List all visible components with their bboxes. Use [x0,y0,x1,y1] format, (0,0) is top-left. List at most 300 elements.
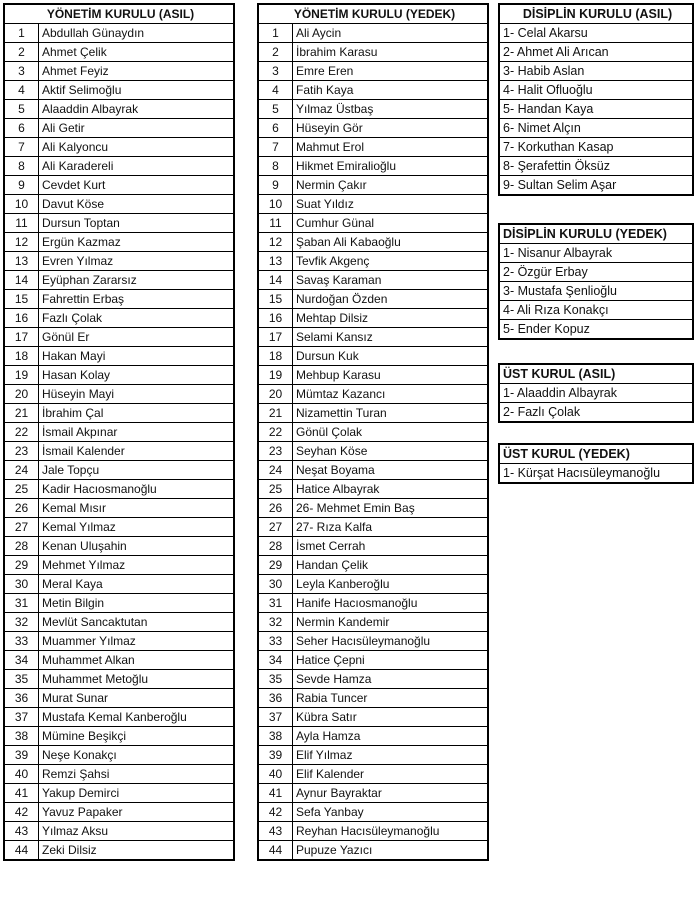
row-number: 35 [258,670,293,689]
table-row [4,309,234,328]
member-name: Hakan Mayi [39,347,235,366]
row-number: 6 [4,119,39,138]
row-number: 5 [258,100,293,119]
member-name: Mehtap Dilsiz [293,309,489,328]
row-number: 14 [4,271,39,290]
table-row [258,290,488,309]
member-name: Muhammet Alkan [39,651,235,670]
row-number: 43 [4,822,39,841]
member-name: Ahmet Feyiz [39,62,235,81]
table-row [4,62,234,81]
row-number: 36 [4,689,39,708]
row-number: 41 [4,784,39,803]
table-row [499,244,693,263]
table-header-row [499,4,693,24]
member-name: 8- Şerafettin Öksüz [499,157,693,176]
member-name: 1- Nisanur Albayrak [499,244,693,263]
row-number: 6 [258,119,293,138]
member-name: Hanife Hacıosmanoğlu [293,594,489,613]
table-row [258,309,488,328]
table-row [258,119,488,138]
table-row [4,708,234,727]
member-name: 5- Handan Kaya [499,100,693,119]
row-number: 42 [4,803,39,822]
table-row [258,480,488,499]
row-number: 18 [4,347,39,366]
member-name: Hasan Kolay [39,366,235,385]
table-row [258,784,488,803]
row-number: 33 [258,632,293,651]
table-row [258,328,488,347]
member-name: 2- Özgür Erbay [499,263,693,282]
table-row [258,632,488,651]
member-name: Eyüphan Zararsız [39,271,235,290]
table-row [4,214,234,233]
table-row [4,366,234,385]
table-row [258,252,488,271]
member-name: Pupuze Yazıcı [293,841,489,861]
member-name: Cumhur Günal [293,214,489,233]
table-row [4,841,234,861]
row-number: 20 [258,385,293,404]
row-number: 2 [258,43,293,62]
table-row [258,613,488,632]
member-name: Ahmet Çelik [39,43,235,62]
row-number: 29 [258,556,293,575]
table-header-row [4,4,234,24]
yonetim-asil-table [3,3,235,861]
member-name: 2- Ahmet Ali Arıcan [499,43,693,62]
row-number: 11 [4,214,39,233]
table-row [258,385,488,404]
table-row [258,81,488,100]
member-name: Kadir Hacıosmanoğlu [39,480,235,499]
row-number: 33 [4,632,39,651]
row-number: 30 [258,575,293,594]
table-row [258,822,488,841]
member-name: Mehbup Karasu [293,366,489,385]
row-number: 20 [4,385,39,404]
member-name: Kemal Mısır [39,499,235,518]
member-name: Nermin Kandemir [293,613,489,632]
table-row [258,404,488,423]
member-name: Kenan Uluşahin [39,537,235,556]
table-row [258,651,488,670]
row-number: 38 [4,727,39,746]
table-row [258,841,488,861]
table-row [258,366,488,385]
table-row [4,765,234,784]
member-name: Jale Topçu [39,461,235,480]
table-row [258,233,488,252]
member-name: Yılmaz Üstbaş [293,100,489,119]
table-row [258,461,488,480]
table-row [258,499,488,518]
row-number: 22 [4,423,39,442]
member-name: Sefa Yanbay [293,803,489,822]
row-number: 3 [258,62,293,81]
member-name: Ali Getir [39,119,235,138]
member-name: Emre Eren [293,62,489,81]
table-row [4,138,234,157]
table-row [258,62,488,81]
row-number: 36 [258,689,293,708]
row-number: 13 [258,252,293,271]
row-number: 40 [258,765,293,784]
table-row [258,594,488,613]
member-name: Handan Çelik [293,556,489,575]
member-name: Evren Yılmaz [39,252,235,271]
table-row [499,282,693,301]
row-number: 32 [4,613,39,632]
member-name: Hüseyin Mayi [39,385,235,404]
table-header-row [499,444,693,464]
member-name: Ali Karadereli [39,157,235,176]
table-row [4,195,234,214]
table-row [258,423,488,442]
table-row [258,24,488,43]
ust-kurul-yedek-title: ÜST KURUL (YEDEK) [499,444,693,464]
member-name: Meral Kaya [39,575,235,594]
table-header-row [499,224,693,244]
member-name: Remzi Şahsi [39,765,235,784]
row-number: 25 [258,480,293,499]
row-number: 40 [4,765,39,784]
row-number: 24 [4,461,39,480]
yonetim-yedek-title: YÖNETİM KURULU (YEDEK) [258,4,488,24]
row-number: 5 [4,100,39,119]
table-row [258,138,488,157]
member-name: Savaş Karaman [293,271,489,290]
row-number: 27 [258,518,293,537]
member-name: Muhammet Metoğlu [39,670,235,689]
table-row [258,442,488,461]
table-row [4,328,234,347]
member-name: 2- Fazlı Çolak [499,403,693,423]
member-name: 3- Mustafa Şenlioğlu [499,282,693,301]
member-name: Neşe Konakçı [39,746,235,765]
table-row [4,575,234,594]
table-row [4,43,234,62]
row-number: 3 [4,62,39,81]
member-name: 26- Mehmet Emin Baş [293,499,489,518]
row-number: 15 [4,290,39,309]
row-number: 21 [4,404,39,423]
row-number: 26 [258,499,293,518]
table-row [258,746,488,765]
member-name: Tevfik Akgenç [293,252,489,271]
row-number: 7 [258,138,293,157]
member-name: İsmail Kalender [39,442,235,461]
row-number: 37 [258,708,293,727]
table-row [499,301,693,320]
member-name: Yakup Demirci [39,784,235,803]
table-row [499,62,693,81]
member-name: Zeki Dilsiz [39,841,235,861]
row-number: 4 [258,81,293,100]
member-name: Davut Köse [39,195,235,214]
table-row [499,138,693,157]
member-name: 1- Alaaddin Albayrak [499,384,693,403]
disiplin-yedek-table [498,223,694,340]
row-number: 16 [4,309,39,328]
member-name: Ergün Kazmaz [39,233,235,252]
table-row [4,632,234,651]
table-row [258,271,488,290]
table-row [4,290,234,309]
row-number: 19 [4,366,39,385]
table-row [4,689,234,708]
row-number: 1 [258,24,293,43]
row-number: 37 [4,708,39,727]
table-row [499,100,693,119]
member-name: Leyla Kanberoğlu [293,575,489,594]
member-name: Dursun Kuk [293,347,489,366]
table-row [258,43,488,62]
row-number: 28 [4,537,39,556]
table-row [258,347,488,366]
table-row [4,499,234,518]
row-number: 9 [258,176,293,195]
table-row [4,594,234,613]
row-number: 32 [258,613,293,632]
member-name: Hüseyin Gör [293,119,489,138]
member-name: Elif Yılmaz [293,746,489,765]
member-name: Selami Kansız [293,328,489,347]
table-row [499,119,693,138]
table-row [4,613,234,632]
member-name: Mümtaz Kazancı [293,385,489,404]
row-number: 18 [258,347,293,366]
member-name: Fazlı Çolak [39,309,235,328]
member-name: Mehmet Yılmaz [39,556,235,575]
row-number: 26 [4,499,39,518]
member-name: Yılmaz Aksu [39,822,235,841]
member-name: 5- Ender Kopuz [499,320,693,340]
member-name: Aktif Selimoğlu [39,81,235,100]
table-row [258,556,488,575]
table-row [258,689,488,708]
table-row [258,727,488,746]
table-row [499,24,693,43]
table-row [4,537,234,556]
row-number: 17 [258,328,293,347]
row-number: 42 [258,803,293,822]
row-number: 39 [4,746,39,765]
table-row [499,403,693,423]
table-row [4,24,234,43]
row-number: 16 [258,309,293,328]
member-name: 1- Celal Akarsu [499,24,693,43]
row-number: 12 [258,233,293,252]
table-row [258,176,488,195]
member-name: Mümine Beşikçi [39,727,235,746]
row-number: 43 [258,822,293,841]
table-row [4,119,234,138]
table-row [4,556,234,575]
member-name: İbrahim Çal [39,404,235,423]
table-row [258,803,488,822]
row-number: 10 [4,195,39,214]
row-number: 39 [258,746,293,765]
ust-kurul-asil-title: ÜST KURUL (ASIL) [499,364,693,384]
table-row [4,423,234,442]
row-number: 7 [4,138,39,157]
table-row [258,195,488,214]
row-number: 25 [4,480,39,499]
member-name: Rabia Tuncer [293,689,489,708]
table-row [4,651,234,670]
ust-kurul-yedek-table [498,443,694,484]
member-name: Murat Sunar [39,689,235,708]
member-name: Mustafa Kemal Kanberoğlu [39,708,235,727]
table-row [4,670,234,689]
row-number: 8 [4,157,39,176]
member-name: 27- Rıza Kalfa [293,518,489,537]
member-name: Muammer Yılmaz [39,632,235,651]
member-name: Ali Kalyoncu [39,138,235,157]
row-number: 23 [4,442,39,461]
member-name: Seher Hacısüleymanoğlu [293,632,489,651]
table-row [4,347,234,366]
table-row [258,100,488,119]
table-row [4,746,234,765]
member-name: Ayla Hamza [293,727,489,746]
table-row [258,214,488,233]
row-number: 29 [4,556,39,575]
row-number: 34 [4,651,39,670]
member-name: Elif Kalender [293,765,489,784]
member-name: Metin Bilgin [39,594,235,613]
member-name: Nizamettin Turan [293,404,489,423]
table-row [258,708,488,727]
member-name: Yavuz Papaker [39,803,235,822]
table-row [499,464,693,484]
row-number: 31 [4,594,39,613]
row-number: 10 [258,195,293,214]
table-row [4,271,234,290]
member-name: Fatih Kaya [293,81,489,100]
member-name: Ali Aycin [293,24,489,43]
table-row [4,157,234,176]
table-row [499,384,693,403]
member-name: Mahmut Erol [293,138,489,157]
row-number: 11 [258,214,293,233]
member-name: Kübra Satır [293,708,489,727]
row-number: 21 [258,404,293,423]
row-number: 19 [258,366,293,385]
row-number: 14 [258,271,293,290]
member-name: 9- Sultan Selim Aşar [499,176,693,196]
member-name: Kemal Yılmaz [39,518,235,537]
table-row [499,43,693,62]
member-name: Nermin Çakır [293,176,489,195]
row-number: 34 [258,651,293,670]
table-row [4,784,234,803]
member-name: Gönül Er [39,328,235,347]
member-name: Fahrettin Erbaş [39,290,235,309]
row-number: 31 [258,594,293,613]
member-name: 6- Nimet Alçın [499,119,693,138]
row-number: 1 [4,24,39,43]
disiplin-asil-table [498,3,694,196]
member-name: Gönül Çolak [293,423,489,442]
table-row [499,320,693,340]
member-name: Cevdet Kurt [39,176,235,195]
member-name: 4- Ali Rıza Konakçı [499,301,693,320]
table-row [258,575,488,594]
member-name: Mevlüt Sancaktutan [39,613,235,632]
table-row [499,263,693,282]
table-row [4,385,234,404]
member-name: Sevde Hamza [293,670,489,689]
table-row [4,252,234,271]
table-row [4,803,234,822]
table-row [258,670,488,689]
member-name: İsmail Akpınar [39,423,235,442]
table-row [499,157,693,176]
member-name: Hatice Albayrak [293,480,489,499]
table-row [258,765,488,784]
member-name: İbrahim Karasu [293,43,489,62]
row-number: 12 [4,233,39,252]
row-number: 13 [4,252,39,271]
member-name: İsmet Cerrah [293,537,489,556]
disiplin-yedek-title: DİSİPLİN KURULU (YEDEK) [499,224,693,244]
member-name: Nurdoğan Özden [293,290,489,309]
table-row [4,518,234,537]
row-number: 44 [4,841,39,861]
member-name: Seyhan Köse [293,442,489,461]
table-row [4,404,234,423]
member-name: 1- Kürşat Hacısüleymanoğlu [499,464,693,484]
member-name: Alaaddin Albayrak [39,100,235,119]
member-name: Reyhan Hacısüleymanoğlu [293,822,489,841]
yonetim-asil-title: YÖNETİM KURULU (ASIL) [4,4,234,24]
row-number: 9 [4,176,39,195]
table-header-row [258,4,488,24]
member-name: 7- Korkuthan Kasap [499,138,693,157]
table-row [499,81,693,100]
member-name: 4- Halit Ofluoğlu [499,81,693,100]
row-number: 2 [4,43,39,62]
member-name: Dursun Toptan [39,214,235,233]
member-name: Hikmet Emiralioğlu [293,157,489,176]
row-number: 15 [258,290,293,309]
row-number: 30 [4,575,39,594]
row-number: 27 [4,518,39,537]
row-number: 44 [258,841,293,861]
table-header-row [499,364,693,384]
member-name: Suat Yıldız [293,195,489,214]
disiplin-asil-title: DİSİPLİN KURULU (ASIL) [499,4,693,24]
member-name: Abdullah Günaydın [39,24,235,43]
table-row [4,81,234,100]
table-row [499,176,693,196]
row-number: 23 [258,442,293,461]
table-row [4,822,234,841]
row-number: 24 [258,461,293,480]
row-number: 4 [4,81,39,100]
table-row [258,157,488,176]
table-row [4,727,234,746]
member-name: Neşat Boyama [293,461,489,480]
ust-kurul-asil-table [498,363,694,423]
member-name: Aynur Bayraktar [293,784,489,803]
table-row [4,461,234,480]
member-name: Hatice Çepni [293,651,489,670]
table-row [4,442,234,461]
